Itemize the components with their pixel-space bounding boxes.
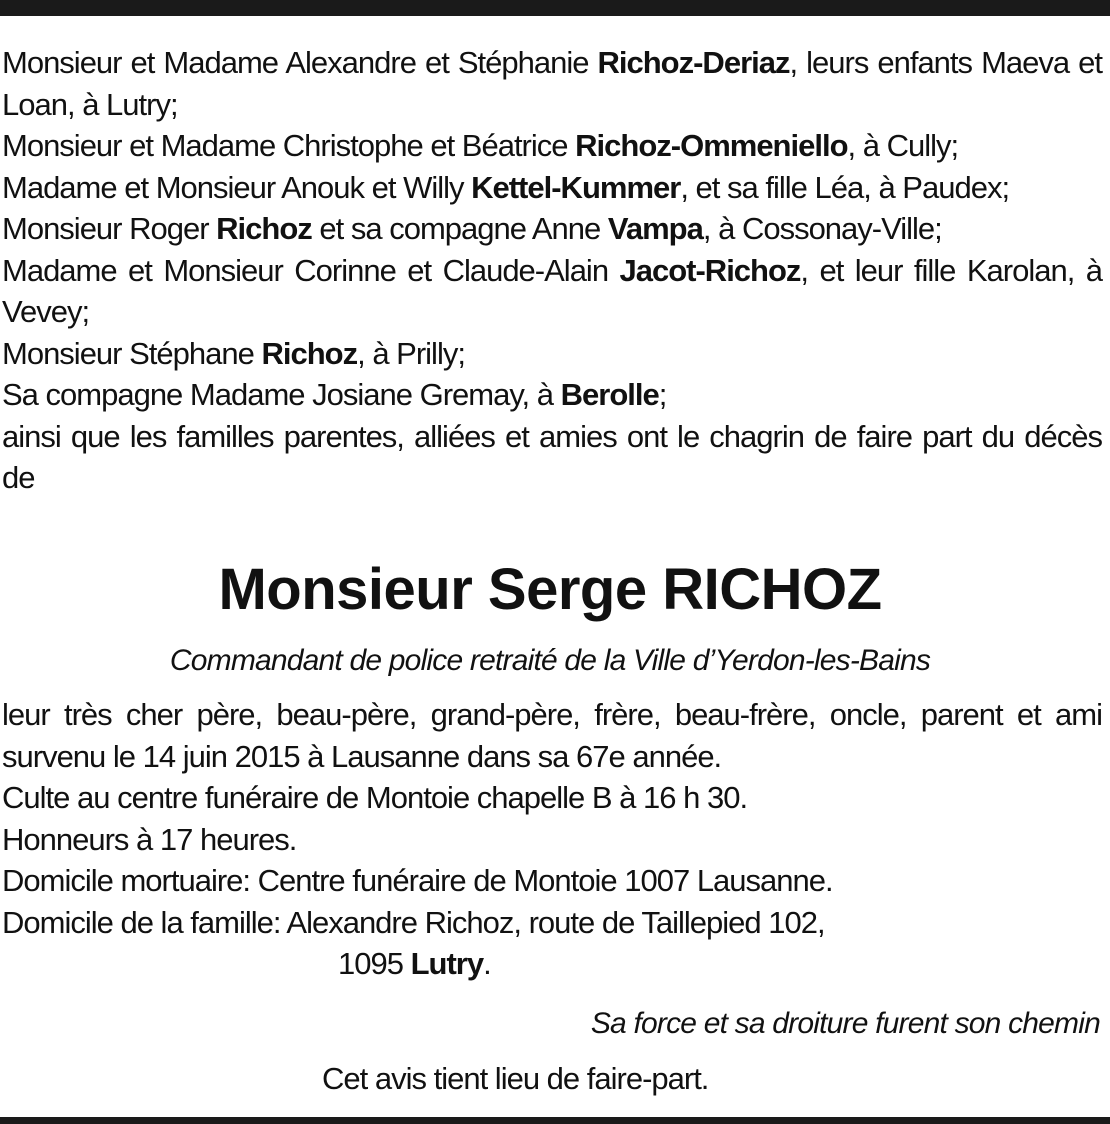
family-line: Monsieur et Madame Christophe et Béatrice Richoz-Ommeniello, à Cully; [2,128,959,163]
family-surname: Vampa [607,211,703,246]
deceased-role: Commandant de police retraité de la Ville d’Yerdon-les-Bains [169,644,931,677]
announcement-text: ainsi que les familles parentes, alliées et amies ont le chagrin de faire part du décès de [2,418,1102,495]
family-surname: Richoz [216,211,312,246]
family-line: Sa compagne Madame Josiane Gremay, à Berolle; [2,377,667,412]
family-address: Domicile de la famille: Alexandre Richoz, route de Taillepied 102, [2,904,825,940]
bottom-rule [0,1117,1110,1124]
family-line: Monsieur Roger Richoz et sa compagne Anne Vampa, à Cossonay-Ville; [2,211,942,246]
relationship-text: leur très cher père, beau-père, grand-père, frère, beau-frère, oncle, parent et ami survenu le 14 juin 2015 à Lausanne dans sa 67e année. [2,697,1102,774]
obituary-details [2,694,1102,985]
motto: Sa force et sa droiture furent son chemin [590,1007,1100,1040]
family-line: Monsieur et Madame Alexandre et Stéphanie Richoz-Deriaz, leurs enfants Maeva et Loan, à Lutry; [2,45,1102,122]
family-address-city: 1095 Lutry. [338,946,491,981]
mortuary-address: Domicile mortuaire: Centre funéraire de Montoie 1007 Lausanne. [2,863,833,898]
top-rule [0,0,1110,16]
deceased-name: Monsieur Serge RICHOZ [218,557,882,622]
family-surname: Jacot-Richoz [619,252,801,288]
family-list [2,42,1102,499]
family-surname: Richoz-Ommeniello [575,128,848,163]
family-line: Madame et Monsieur Anouk et Willy Kettel-Kummer, et sa fille Léa, à Paudex; [2,169,1010,205]
family-surname: Berolle [560,377,659,412]
family-surname: Richoz [261,335,358,371]
closing-note: Cet avis tient lieu de faire-part. [322,1061,709,1096]
family-line: Monsieur Stéphane Richoz, à Prilly; [2,335,465,371]
family-surname: Kettel-Kummer [471,169,681,205]
service-text: Culte au centre funéraire de Montoie chapelle B à 16 h 30. [2,780,748,815]
honours-text: Honneurs à 17 heures. [2,821,297,857]
family-surname: Richoz-Deriaz [597,45,790,80]
family-line: Madame et Monsieur Corinne et Claude-Alain Jacot-Richoz, et leur fille Karolan, à Vevey; [2,252,1102,329]
